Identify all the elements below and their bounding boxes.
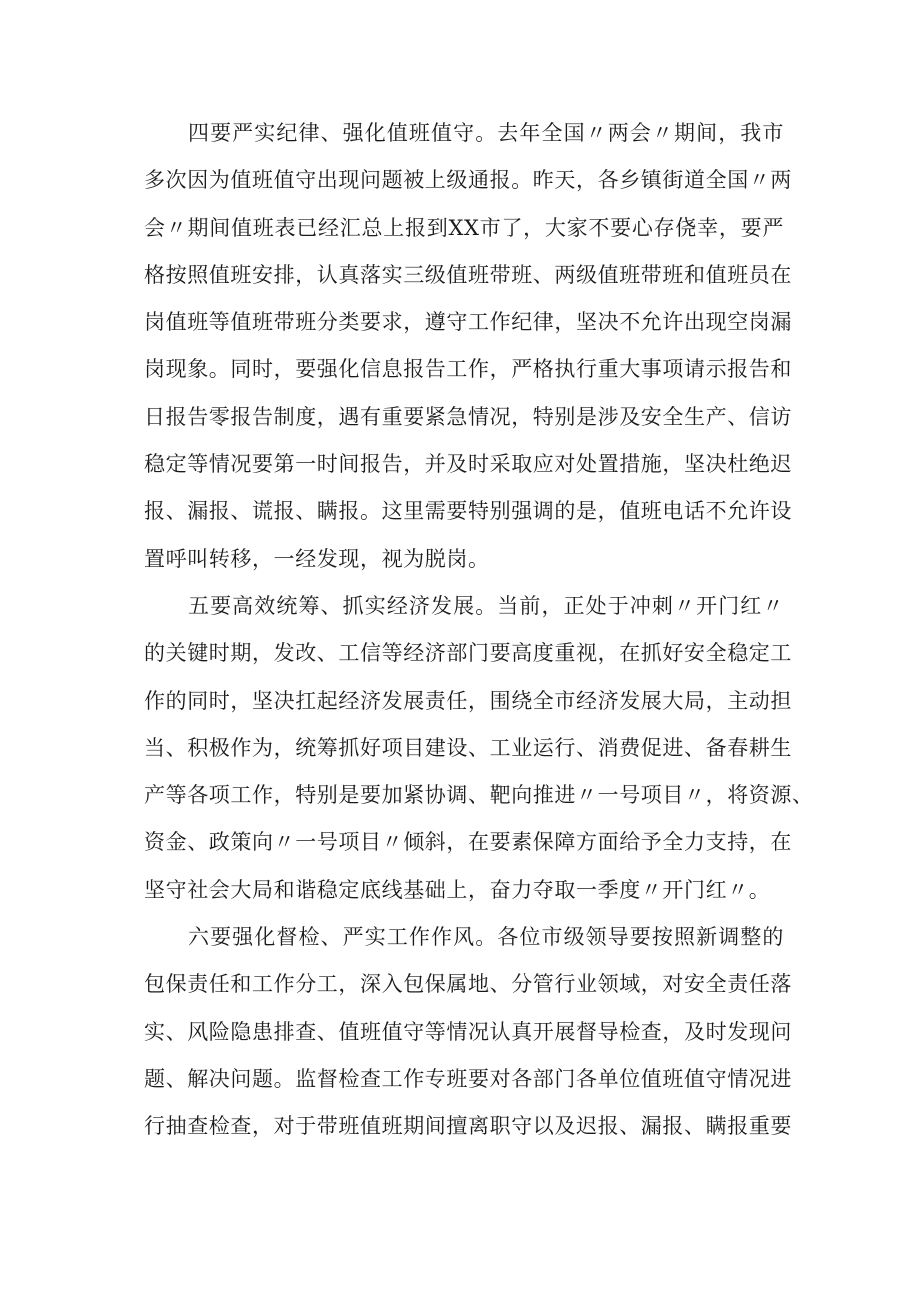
text-line: 岗值班等值班带班分类要求，遵守工作纪律，坚决不允许出现空岗漏	[144, 310, 792, 335]
text-line: 六要强化督检、严实工作作风。各位市级领导要按照新调整的	[188, 925, 784, 950]
text-line: 作的同时，坚决扛起经济发展责任，围绕全市经济发展大局，主动担	[144, 688, 792, 713]
document-body	[144, 110, 814, 1151]
text-line: 当、积极作为，统筹抓好项目建设、工业运行、消费促进、备春耕生	[144, 735, 792, 760]
text-line: 会〃期间值班表已经汇总上报到XX市了，大家不要心存侥幸，要严	[144, 215, 784, 240]
text-line: 报、漏报、谎报、瞒报。这里需要特别强调的是，值班电话不允许设	[144, 499, 792, 524]
text-line: 格按照值班安排，认真落实三级值班带班、两级值班带班和值班员在	[144, 262, 792, 287]
text-line: 五要高效统筹、抓实经济发展。当前，正处于冲刺〃开门红〃	[188, 593, 784, 618]
text-line: 包保责任和工作分工，深入包保属地、分管行业领域，对安全责任落	[144, 972, 792, 997]
text-line: 坚守社会大局和谐稳定底线基础上，奋力夺取一季度〃开门红〃。	[144, 877, 771, 902]
text-line: 四要严实纪律、强化值班值守。去年全国〃两会〃期间，我市	[188, 121, 784, 145]
text-line: 的关键时期，发改、工信等经济部门要高度重视，在抓好安全稳定工	[144, 641, 792, 666]
text-line: 稳定等情况要第一时间报告，并及时采取应对处置措施，坚决杜绝迟	[144, 452, 792, 477]
paragraph-6	[144, 914, 792, 1150]
text-line: 产等各项工作，特别是要加紧协调、靶向推进〃一号项目〃，将资源、	[144, 783, 814, 808]
text-line: 资金、政策向〃一号项目〃倾斜，在要素保障方面给予全力支持，在	[144, 830, 792, 855]
text-line: 日报告零报告制度，遇有重要紧急情况，特别是涉及安全生产、信访	[144, 404, 792, 429]
paragraph-4	[144, 110, 792, 583]
text-line: 置呼叫转移，一经发现，视为脱岗。	[144, 546, 490, 571]
text-line: 题、解决问题。监督检查工作专班要对各部门各单位值班值守情况进	[144, 1066, 792, 1091]
text-line: 实、风险隐患排查、值班值守等情况认真开展督导检查，及时发现问	[144, 1019, 792, 1044]
text-line: 行抽查检查，对于带班值班期间擅离职守以及迟报、漏报、瞒报重要	[144, 1114, 792, 1139]
text-line: 多次因为值班值守出现问题被上级通报。昨天，各乡镇街道全国〃两	[144, 168, 792, 193]
paragraph-5	[144, 583, 814, 914]
text-line: 岗现象。同时，要强化信息报告工作，严格执行重大事项请示报告和	[144, 357, 792, 382]
